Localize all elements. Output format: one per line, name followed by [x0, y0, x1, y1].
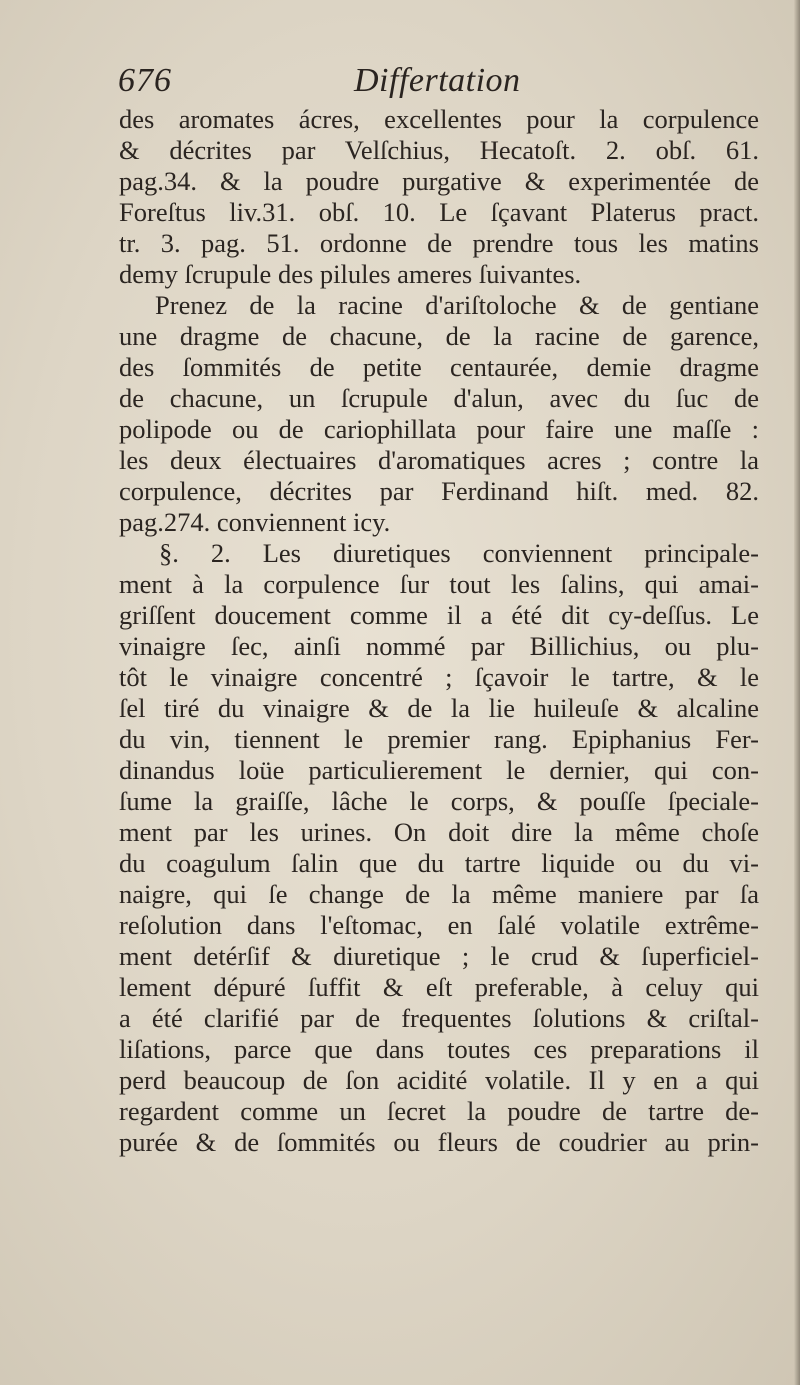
- text-line: pag.34. & la poudre purgative & experimentée de: [119, 166, 759, 196]
- text-line: corpulence, décrites par Ferdinand hiſt. med. 82.: [119, 476, 759, 506]
- text-line: tr. 3. pag. 51. ordonne de prendre tous les matins: [119, 228, 759, 258]
- text-line: des ſommités de petite centaurée, demie dragme: [119, 352, 759, 382]
- text-line: ment à la corpulence ſur tout les ſalins, qui amai-: [119, 569, 759, 599]
- body-text: [119, 104, 759, 1158]
- text-line: purée & de ſommités ou fleurs de coudrier au prin-: [119, 1127, 759, 1157]
- text-line: les deux électuaires d'aromatiques acres ; contre la: [119, 445, 759, 475]
- section-start-line: §. 2. Les diuretiques conviennent principale-: [159, 538, 759, 568]
- text-line: ment par les urines. On doit dire la même choſe: [119, 817, 759, 847]
- text-line: ment detérſif & diuretique ; le crud & ſuperficiel-: [119, 941, 759, 971]
- text-line: une dragme de chacune, de la racine de garence,: [119, 321, 759, 351]
- text-line: perd beaucoup de ſon acidité volatile. Il y en a qui: [119, 1065, 759, 1095]
- page-number: 676: [118, 62, 172, 99]
- text-line: des aromates ácres, excellentes pour la corpulence: [119, 104, 759, 134]
- text-line: vinaigre ſec, ainſi nommé par Billichius, ou plu-: [119, 631, 759, 661]
- paragraph-start-line: Prenez de la racine d'ariſtoloche & de gentiane: [155, 290, 759, 320]
- page-header: [118, 62, 758, 104]
- page-edge: [794, 0, 800, 1385]
- text-line: a été clarifié par de frequentes ſolutions & criſtal-: [119, 1003, 759, 1033]
- text-line: ſel tiré du vinaigre & de la lie huileuſe & alcaline: [119, 693, 759, 723]
- text-line: Foreſtus liv.31. obſ. 10. Le ſçavant Platerus pract.: [119, 197, 759, 227]
- text-line: pag.274. conviennent icy.: [119, 507, 391, 537]
- text-line: griſſent doucement comme il a été dit cy-deſſus. Le: [119, 600, 759, 630]
- text-line: de chacune, un ſcrupule d'alun, avec du ſuc de: [119, 383, 759, 413]
- text-line: demy ſcrupule des pilules ameres ſuivantes.: [119, 259, 582, 289]
- text-line: lement dépuré ſuffit & eſt preferable, à celuy qui: [119, 972, 759, 1002]
- text-line: liſations, parce que dans toutes ces preparations il: [119, 1034, 759, 1064]
- running-title: Differtation: [354, 62, 521, 99]
- text-line: & décrites par Velſchius, Hecatoſt. 2. obſ. 61.: [119, 135, 759, 165]
- text-line: du vin, tiennent le premier rang. Epiphanius Fer-: [119, 724, 759, 754]
- text-line: regardent comme un ſecret la poudre de tartre de-: [119, 1096, 759, 1126]
- text-line: dinandus loüe particulierement le dernier, qui con-: [119, 755, 759, 785]
- text-line: ſume la graiſſe, lâche le corps, & pouſſe ſpeciale-: [119, 786, 759, 816]
- text-line: polipode ou de cariophillata pour faire une maſſe :: [119, 414, 759, 444]
- text-line: tôt le vinaigre concentré ; ſçavoir le tartre, & le: [119, 662, 759, 692]
- text-line: naigre, qui ſe change de la même maniere par ſa: [119, 879, 759, 909]
- text-line: du coagulum ſalin que du tartre liquide ou du vi-: [119, 848, 759, 878]
- text-line: reſolution dans l'eſtomac, en ſalé volatile extrême-: [119, 910, 759, 940]
